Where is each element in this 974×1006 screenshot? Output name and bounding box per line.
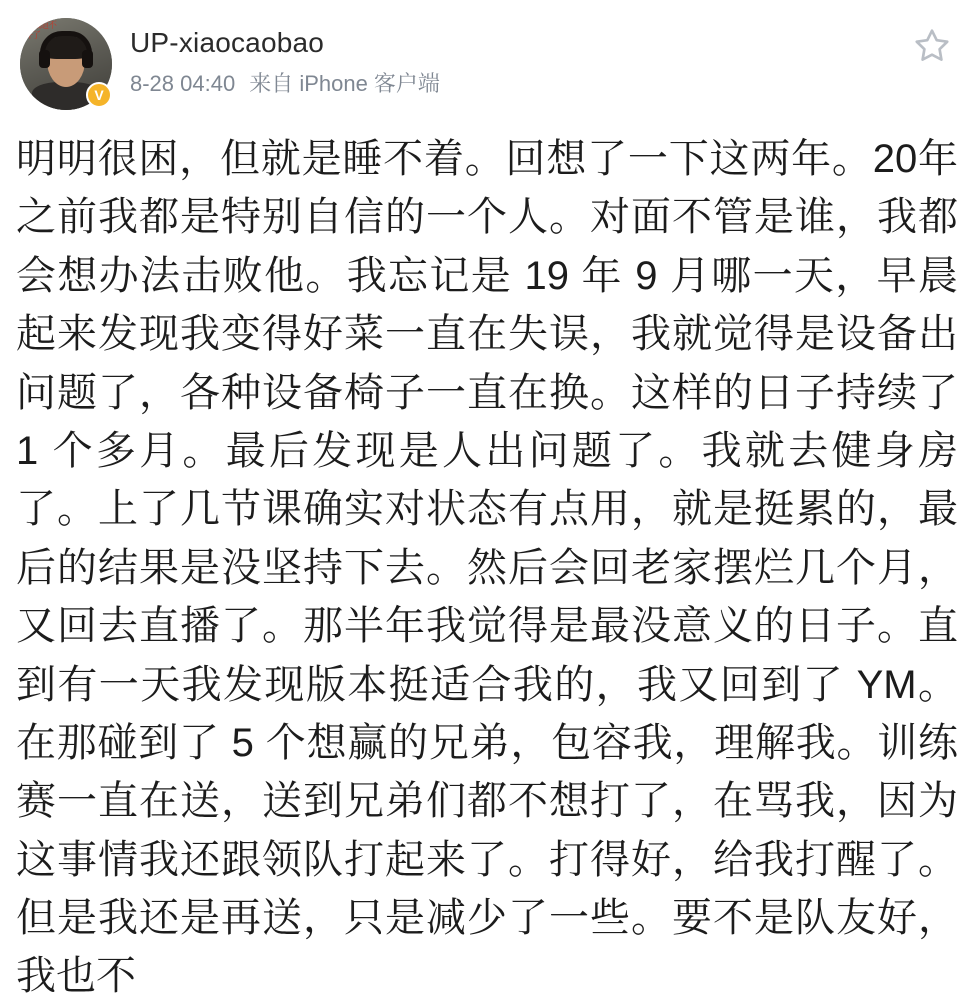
- headset-earcup-right-icon: [82, 50, 93, 68]
- post-body-text: 明明很困，但就是睡不着。回想了一下这两年。20年之前我都是特别自信的一个人。对面不管是谁，我都会想办法击败他。我忘记是 19 年 9 月哪一天，早晨起来发现我变得好菜一直在失误，我就觉得是设备出问题了，各种设备椅子一直在换。这样的日子持续了 1 个多月。最后发现是人出问题了。我就去健身房了。上了几节课确实对状态有点用，就是挺累的，最后的结果是没坚持下去。然后会回老家摆烂几个月，又回去直播了。那半年我觉得是最没意义的日子。直到有一天我发现版本挺适合我的，我又回到了 YM。在那碰到了 5 个想赢的兄弟，包容我，理解我。训练赛一直在送，送到兄弟们都不想打了，在骂我，因为这事情我还跟领队打起来了。打得好，给我打醒了。但是我还是再送，只是减少了一些。要不是队友好，我也不: [16, 137, 958, 999]
- avatar[interactable]: [20, 18, 112, 110]
- post-timestamp: 8-28 04:40: [130, 71, 236, 96]
- author-name[interactable]: UP-xiaocaobao: [130, 27, 325, 58]
- avatar-watermark-text: 未知道不许了: [24, 21, 57, 41]
- post-header: [0, 0, 974, 116]
- headset-earcup-left-icon: [39, 50, 50, 68]
- post-subline: [130, 70, 954, 98]
- verified-badge-icon: V: [86, 82, 112, 108]
- post-meta: [130, 18, 954, 98]
- favorite-star-icon[interactable]: [912, 26, 952, 66]
- post-source[interactable]: 来自 iPhone 客户端: [249, 71, 440, 96]
